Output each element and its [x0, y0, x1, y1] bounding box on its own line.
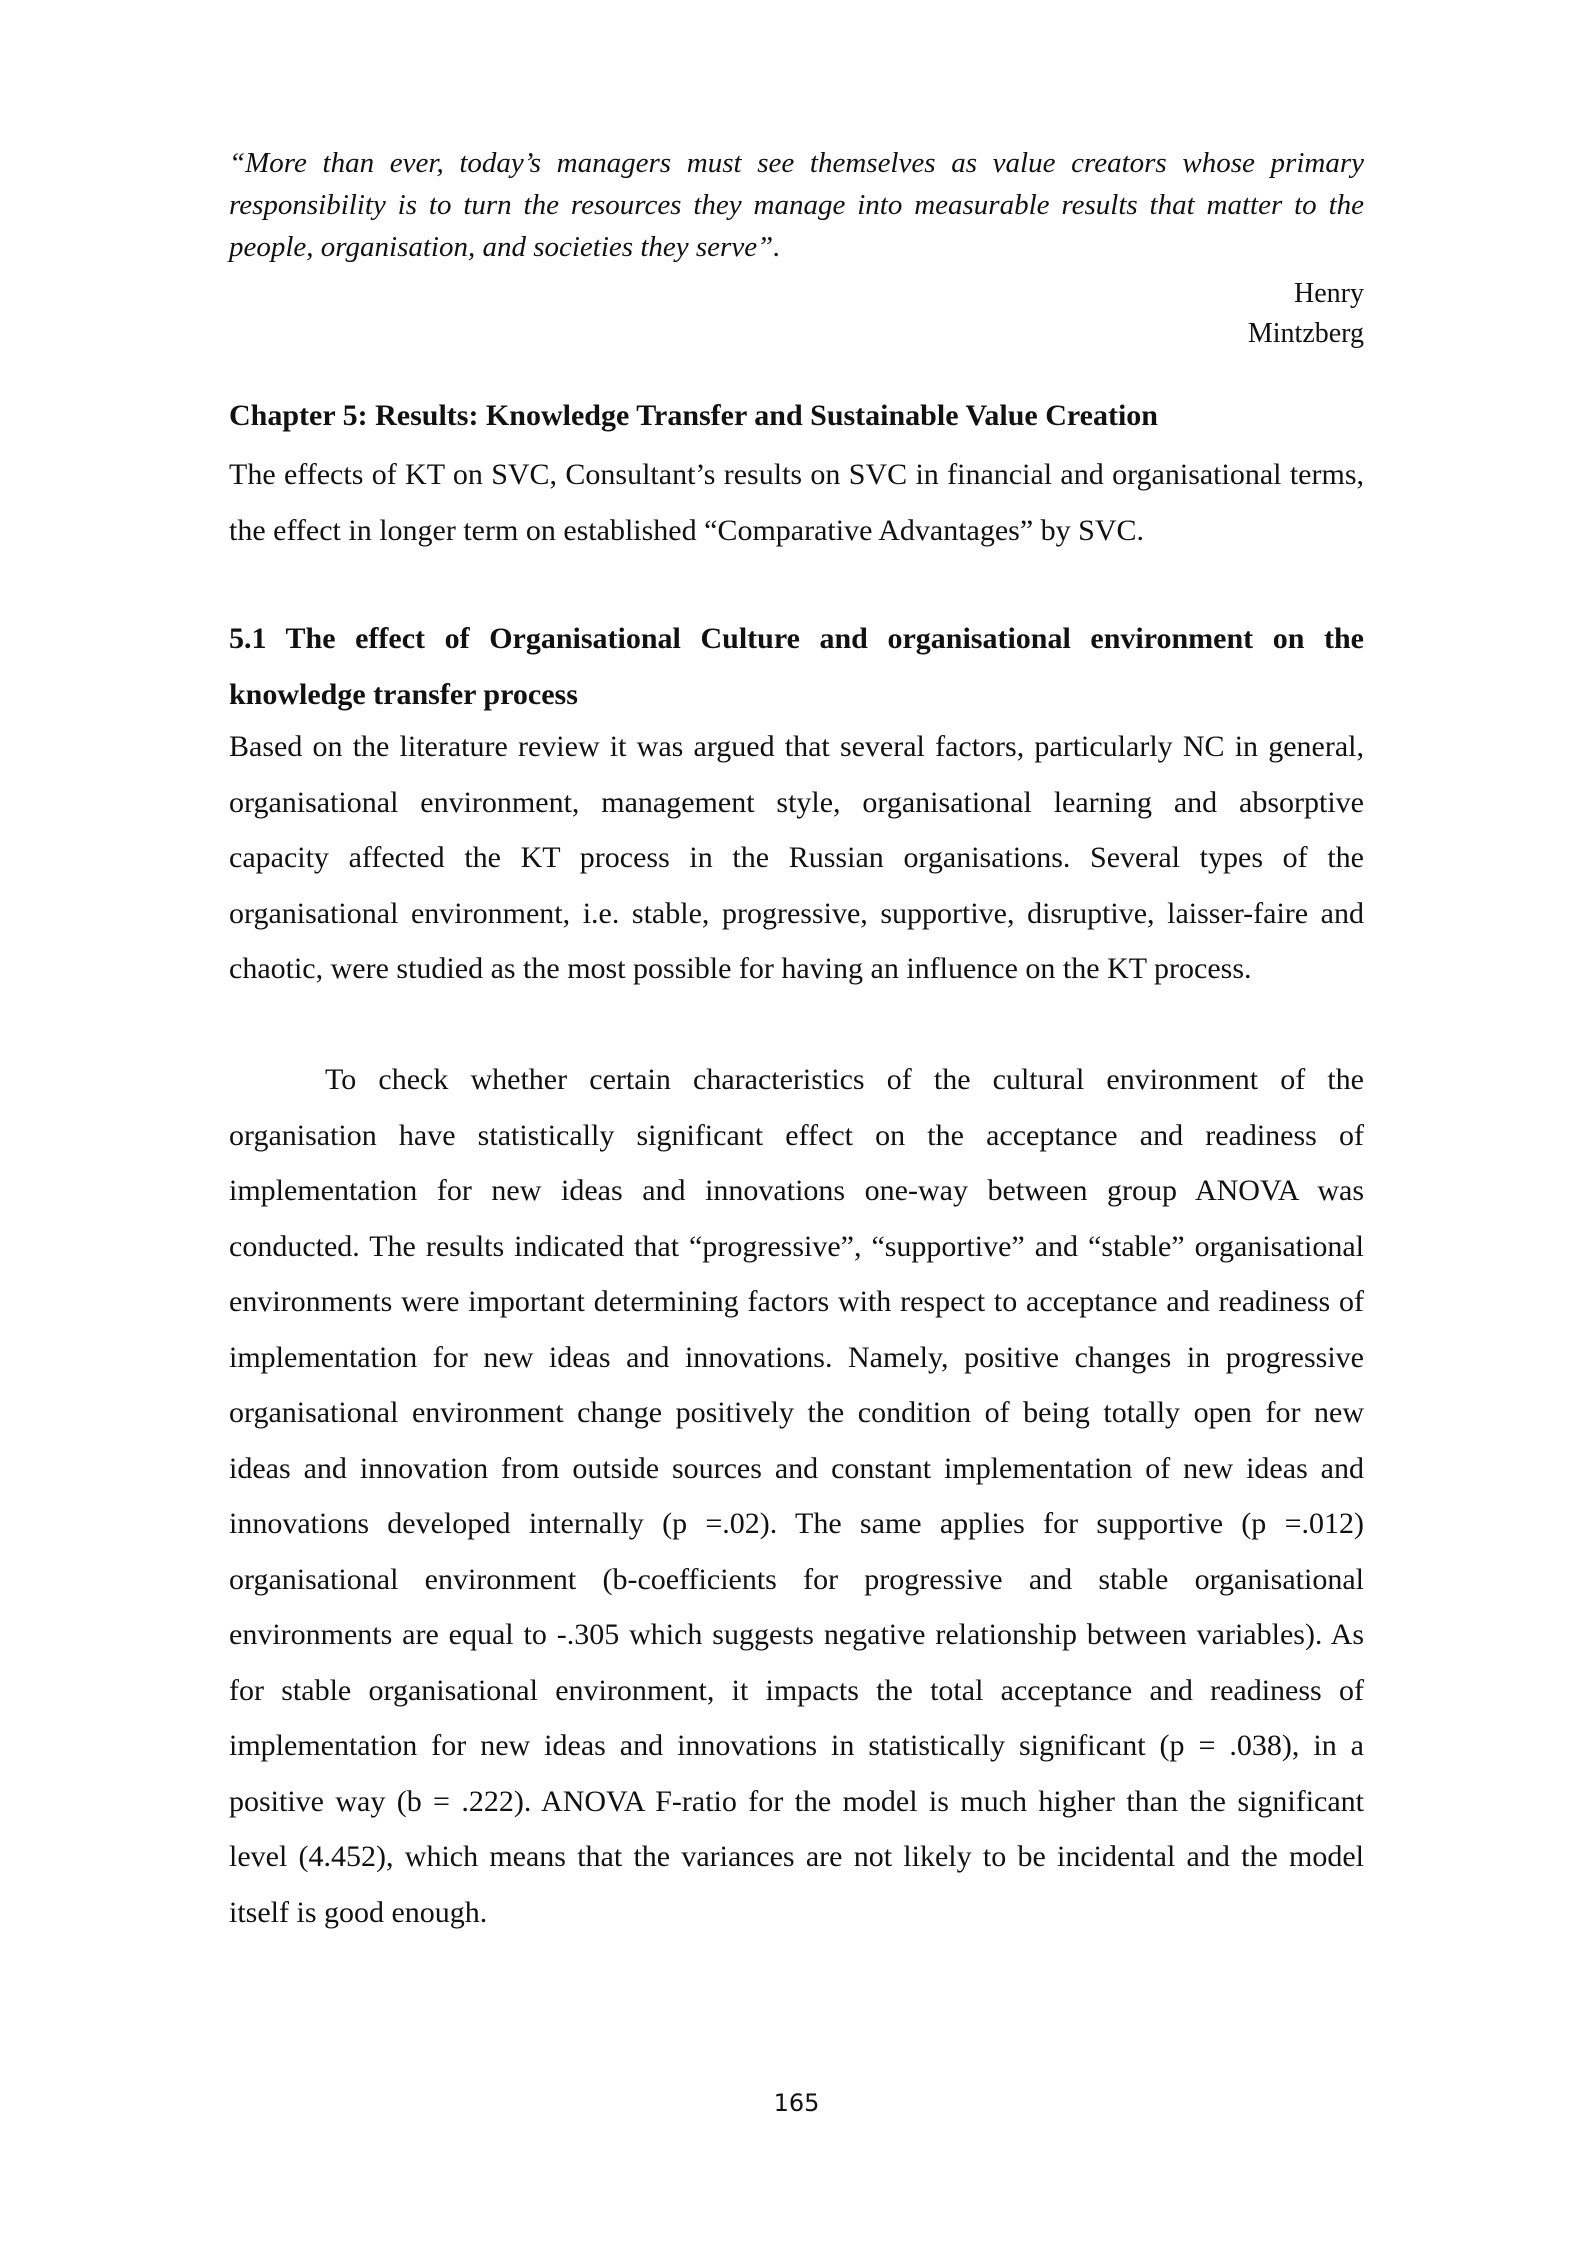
- chapter-title: Chapter 5: Results: Knowledge Transfer and Sustainable Value Creation: [229, 399, 1158, 432]
- author-first-name: Henry: [1294, 278, 1364, 309]
- epigraph-quote: “More than ever, today’s managers must see themselves as value creators whose primary responsibility is to turn the resources they manage into measurable results that matter to the people, organisation, and societies they serve”.: [229, 147, 1364, 263]
- chapter-intro: The effects of KT on SVC, Consultant’s results on SVC in financial and organisational terms, the effect in longer term on established “Comparative Advantages” by SVC.: [229, 458, 1364, 547]
- epigraph-author: [1164, 274, 1364, 354]
- author-last-name: Mintzberg: [1247, 318, 1364, 349]
- body-paragraph-1: Based on the literature review it was argued that several factors, particularly NC in general, organisational environment, management style, organisational learning and absorptive capacity affected the KT process in the Russian organisations. Several types of the organisational environment, i.e. stable, progressive, supportive, disruptive, laisser-faire and chaotic, were studied as the most possible for having an influence on the KT process.: [229, 730, 1364, 985]
- document-page: [229, 0, 1364, 2250]
- page-number: 165: [773, 2089, 820, 2117]
- body-paragraph-2: To check whether certain characteristics of the cultural environment of the organisation have statistically significant effect on the acceptance and readiness of implementation for new ideas and innovations one-way between group ANOVA was conducted. The results indicated that “progressive”, “supportive” and “stable” organisational environments were important determining factors with respect to acceptance and readiness of implementation for new ideas and innovations. Namely, positive changes in progressive organisational environment change positively the condition of being totally open for new ideas and innovation from outside sources and constant implementation of new ideas and innovations developed internally (p =.02). The same applies for supportive (p =.012) organisational environment (b-coefficients for progressive and stable organisational environments are equal to -.305 which suggests negative relationship between variables). As for stable organisational environment, it impacts the total acceptance and readiness of implementation for new ideas and innovations in statistically significant (p = .038), in a positive way (b = .222). ANOVA F-ratio for the model is much higher than the significant level (4.452), which means that the variances are not likely to be incidental and the model itself is good enough.: [229, 1063, 1364, 1929]
- section-title: 5.1 The effect of Organisational Culture and organisational environment on the knowledge transfer process: [229, 622, 1364, 711]
